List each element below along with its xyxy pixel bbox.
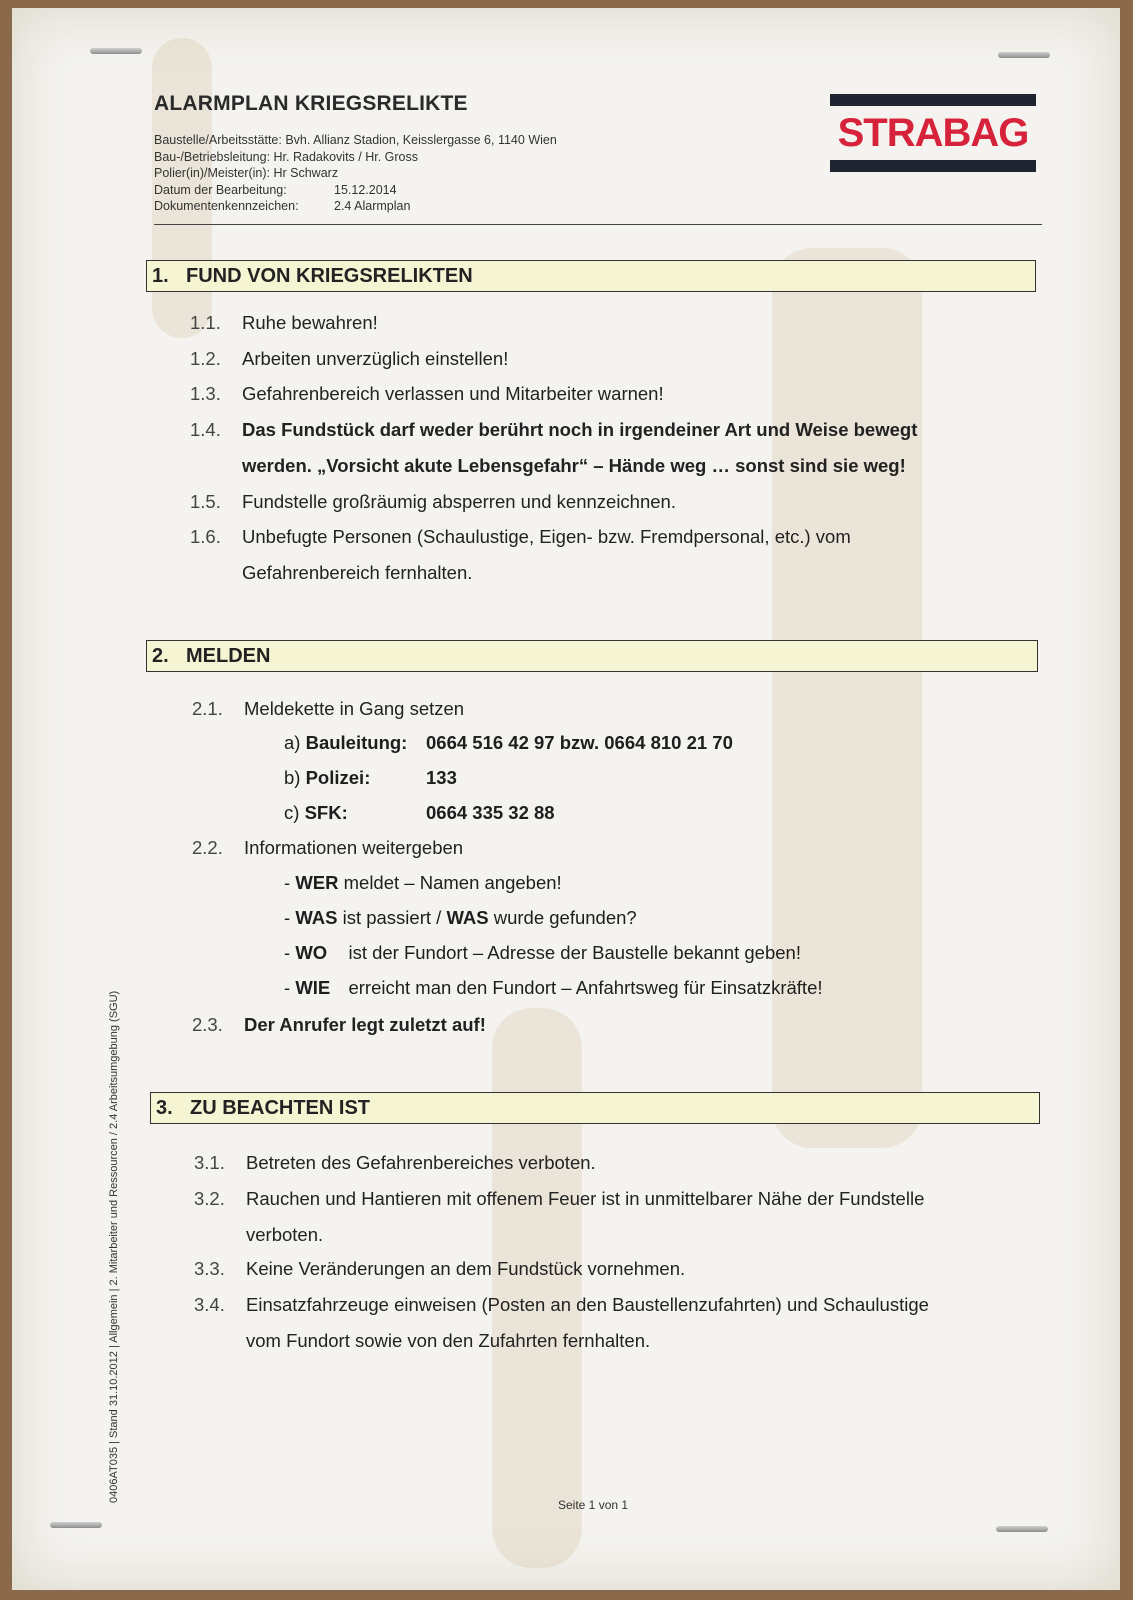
item-text: Arbeiten unverzüglich einstellen! [242, 348, 509, 369]
info-text: erreicht man den Fundort – Anfahrtsweg für Einsatzkräfte! [348, 977, 823, 998]
meta-row-date [154, 182, 557, 199]
item-number: 2.2. [192, 837, 223, 858]
item-number: 1.3. [190, 383, 221, 404]
meta-label: Baustelle/Arbeitsstätte: [154, 133, 282, 147]
info-text: ist der Fundort – Adresse der Baustelle bekannt geben! [348, 942, 801, 963]
section-number: 1. [152, 265, 169, 287]
meta-value: Hr Schwarz [273, 166, 339, 180]
contact-phone: 133 [426, 767, 457, 788]
info-key: WER [295, 872, 339, 893]
item-text: Das Fundstück darf weder berührt noch in irgendeiner Art und Weise bewegt [242, 419, 918, 440]
contact-prefix: b) [284, 767, 301, 788]
info-dash: - [284, 977, 296, 998]
contact-row [284, 802, 555, 824]
meta-value: 2.4 Alarmplan [334, 199, 411, 213]
info-row [284, 907, 637, 929]
item-number: 2.3. [192, 1014, 223, 1035]
item-text: Betreten des Gefahrenbereiches verboten. [246, 1152, 596, 1173]
item-text: Informationen weitergeben [244, 837, 464, 858]
item-text: Rauchen und Hantieren mit offenem Feuer ist in unmittelbarer Nähe der Fundstelle [246, 1188, 925, 1209]
page-number: Seite 1 von 1 [558, 1498, 629, 1512]
document-title: ALARMPLAN KRIEGSRELIKTE [154, 92, 468, 115]
item-number: 1.4. [190, 419, 221, 440]
meta-value: Bvh. Allianz Stadion, Keisslergasse 6, 1140 Wien [285, 133, 557, 147]
item-text-continued: werden. „Vorsicht akute Lebensgefahr“ – Hände weg … sonst sind sie weg! [242, 455, 906, 476]
section-title: MELDEN [186, 645, 271, 667]
item-text: Ruhe bewahren! [242, 312, 378, 333]
section-number: 3. [156, 1097, 173, 1119]
info-row [284, 977, 823, 999]
item-number: 1.1. [190, 312, 221, 333]
document-meta [154, 132, 557, 215]
contact-phone: 0664 516 42 97 bzw. 0664 810 21 70 [426, 732, 733, 753]
header-divider [154, 224, 1042, 225]
logo-bar [830, 94, 1036, 106]
item-text-continued: Gefahrenbereich fernhalten. [242, 562, 473, 583]
section-1-heading [146, 260, 1036, 292]
item-text-continued: verboten. [246, 1224, 324, 1245]
meta-label: Bau-/Betriebsleitung: [154, 149, 271, 164]
item-number: 3.3. [194, 1258, 225, 1279]
staple [50, 1522, 102, 1528]
staple [998, 52, 1050, 58]
contact-row [284, 732, 733, 754]
item-number: 3.1. [194, 1152, 225, 1173]
logo-wordmark: STRABAG [837, 111, 1029, 155]
info-dash: - [284, 907, 296, 928]
info-text: wurde gefunden? [488, 907, 637, 928]
info-text: ist passiert / [342, 907, 447, 928]
item-number: 3.2. [194, 1188, 225, 1209]
meta-row-foreman [154, 165, 557, 182]
section-2-heading [146, 640, 1038, 672]
meta-row-doc-id [154, 198, 557, 215]
item-number: 1.5. [190, 491, 221, 512]
section-number: 2. [152, 645, 169, 667]
logo-bar [830, 160, 1036, 172]
contact-prefix: c) [284, 802, 300, 823]
item-text: Gefahrenbereich verlassen und Mitarbeiter warnen! [242, 383, 664, 404]
info-dash: - [284, 872, 296, 893]
meta-row-site [154, 132, 557, 149]
contact-row [284, 767, 457, 789]
info-key: WAS [446, 907, 489, 928]
item-number: 1.6. [190, 526, 221, 547]
stain [772, 248, 922, 1148]
meta-row-management [154, 149, 557, 166]
section-title: FUND VON KRIEGSRELIKTEN [186, 265, 473, 287]
item-text-continued: vom Fundort sowie von den Zufahrten fernhalten. [246, 1330, 651, 1351]
item-text: Keine Veränderungen an dem Fundstück vornehmen. [246, 1258, 686, 1279]
info-dash: - [284, 942, 296, 963]
section-3-heading [150, 1092, 1040, 1124]
item-text: Fundstelle großräumig absperren und kennzeichnen. [242, 491, 676, 512]
info-key: WO [295, 942, 328, 963]
contact-label: Bauleitung: [305, 732, 408, 753]
item-number: 1.2. [190, 348, 221, 369]
meta-label: Datum der Bearbeitung: [154, 182, 287, 197]
info-key: WAS [295, 907, 338, 928]
meta-value: Hr. Radakovits / Hr. Gross [273, 149, 419, 164]
item-text: Unbefugte Personen (Schaulustige, Eigen- bzw. Fremdpersonal, etc.) vom [242, 526, 851, 547]
meta-value: 15.12.2014 [334, 182, 397, 197]
meta-label: Dokumentenkennzeichen: [154, 199, 299, 213]
staple [996, 1526, 1048, 1532]
side-document-code: 0406AT035 | Stand 31.10.2012 | Allgemein | 2. Mitarbeiter und Ressourcen / 2.4 Arbeitsumgebung (SGU) [108, 990, 120, 1503]
contact-label: Polizei: [305, 767, 371, 788]
info-row [284, 942, 801, 964]
section-title: ZU BEACHTEN IST [190, 1097, 370, 1119]
info-key: WIE [295, 977, 331, 998]
info-row [284, 872, 562, 894]
document-sheet [12, 8, 1120, 1590]
item-number: 2.1. [192, 698, 223, 719]
item-text: Der Anrufer legt zuletzt auf! [244, 1014, 486, 1035]
item-text: Meldekette in Gang setzen [244, 698, 465, 719]
staple [90, 48, 142, 54]
item-text: Einsatzfahrzeuge einweisen (Posten an den Baustellenzufahrten) und Schaulustige [246, 1294, 929, 1315]
contact-phone: 0664 335 32 88 [426, 802, 555, 823]
item-number: 3.4. [194, 1294, 225, 1315]
contact-label: SFK: [304, 802, 348, 823]
strabag-logo [830, 94, 1036, 172]
info-text: meldet – Namen angeben! [343, 872, 562, 893]
meta-label: Polier(in)/Meister(in): [154, 166, 270, 180]
contact-prefix: a) [284, 732, 301, 753]
